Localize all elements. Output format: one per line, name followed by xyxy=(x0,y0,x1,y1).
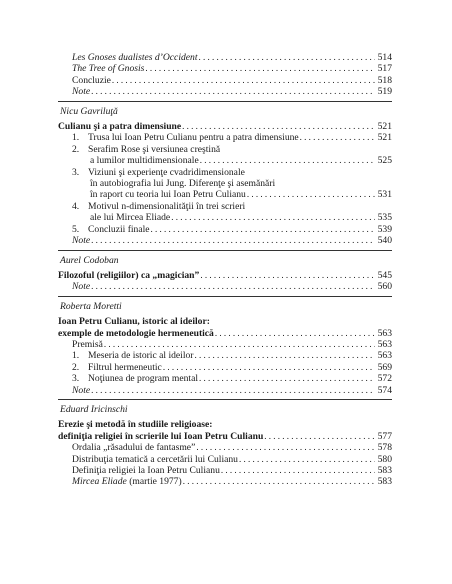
entry-title: Note xyxy=(72,86,91,98)
page-number: 572 xyxy=(377,373,392,385)
page-number: 563 xyxy=(377,338,392,350)
leader-dots xyxy=(182,121,375,132)
toc-section-iricinschi xyxy=(58,399,392,488)
toc-entry xyxy=(58,52,392,63)
page-number: 525 xyxy=(377,155,392,167)
notes-label: Note xyxy=(72,384,91,396)
leader-dots xyxy=(199,52,375,63)
item-number: 3. xyxy=(72,373,80,385)
toc-section-gavriluta xyxy=(58,101,392,247)
page-number: 583 xyxy=(377,476,392,488)
item-title: Motivul n-dimensionalităţii în trei scrieri xyxy=(88,200,246,212)
page-number: 540 xyxy=(377,235,392,247)
item-title-continued: în autobiografia lui Jung. Diferenţe şi asemănări xyxy=(90,178,276,190)
item-title-continued: ale lui Mircea Eliade xyxy=(90,212,171,224)
section-author: Aurel Codoban xyxy=(60,254,119,266)
top-entries xyxy=(58,52,392,98)
item-number: 5. xyxy=(72,223,80,235)
page-number: 517 xyxy=(377,63,392,75)
item-title: Meseria de istoric al ideilor xyxy=(88,350,194,362)
toc-entry xyxy=(58,454,392,465)
section-title-line xyxy=(58,419,392,430)
page-number: 514 xyxy=(377,52,392,63)
page-number: 545 xyxy=(377,269,392,281)
section-title: Ioan Petru Culianu, istoric al ideilor: xyxy=(58,316,210,328)
section-title-row xyxy=(58,121,392,132)
section-title-row xyxy=(58,431,392,442)
toc-entry xyxy=(58,189,392,200)
page-number: 521 xyxy=(377,132,392,144)
item-number: 2. xyxy=(72,361,80,373)
page-number: 569 xyxy=(377,361,392,373)
leader-dots xyxy=(91,86,375,97)
leader-dots xyxy=(300,132,375,143)
leader-dots xyxy=(200,155,375,166)
toc-entry xyxy=(58,63,392,74)
section-author: Roberta Moretti xyxy=(60,300,122,312)
page-number: 535 xyxy=(377,212,392,224)
entry-title: Mircea Eliade xyxy=(72,476,127,488)
item-number: 2. xyxy=(72,143,80,155)
toc-entry xyxy=(58,224,392,235)
leader-dots xyxy=(91,235,375,246)
leader-dots xyxy=(195,350,376,361)
toc-entry xyxy=(58,350,392,361)
section-title: Erezie şi metodă în studiile religioase: xyxy=(58,419,213,431)
section-title-row xyxy=(58,328,392,339)
entry-title-suffix: (martie 1977) xyxy=(126,476,182,488)
toc-section-codoban xyxy=(58,250,392,293)
leader-dots xyxy=(171,212,375,223)
toc-entry-line xyxy=(58,167,392,178)
leader-dots xyxy=(151,224,375,235)
section-title: Filozoful (religiilor) ca „magician” xyxy=(58,269,200,281)
premise-label: Premisă xyxy=(72,338,103,350)
item-title: Serafim Rose şi versiunea creştină xyxy=(88,143,221,155)
section-title-continued: definiţia religiei în scrierile lui Ioan Petru Culianu xyxy=(58,430,264,442)
page-number: 560 xyxy=(377,281,392,293)
page-number: 583 xyxy=(377,465,392,476)
item-title-continued: a lumilor multidimensionale xyxy=(90,155,199,167)
item-number: 1. xyxy=(72,132,80,144)
notes-label: Note xyxy=(72,235,91,247)
item-title: Noţiunea de program mental xyxy=(88,373,199,385)
page-number: 519 xyxy=(377,86,392,98)
toc-entry xyxy=(58,362,392,373)
leader-dots xyxy=(91,281,375,292)
toc-entry xyxy=(58,373,392,384)
item-title: Filtrul hermeneutic xyxy=(88,361,162,373)
page-number: 563 xyxy=(377,327,392,339)
entry-title: Definiţia religiei la Ioan Petru Culianu xyxy=(72,465,220,476)
page-number: 578 xyxy=(377,442,392,454)
section-title: Culianu şi a patra dimensiune xyxy=(58,121,182,133)
toc-entry xyxy=(58,155,392,166)
item-title: Concluzii finale xyxy=(88,223,150,235)
item-number: 1. xyxy=(72,350,80,362)
section-title-line xyxy=(58,316,392,327)
page-number: 521 xyxy=(377,121,392,133)
leader-dots xyxy=(247,189,375,200)
entry-title: Concluzie xyxy=(72,74,111,86)
toc-entry xyxy=(58,212,392,223)
leader-dots xyxy=(145,63,375,74)
leader-dots xyxy=(163,362,375,373)
section-author: Eduard Iricinschi xyxy=(60,403,128,415)
toc-entry xyxy=(58,442,392,453)
leader-dots xyxy=(199,373,375,384)
leader-dots xyxy=(239,454,375,465)
leader-dots xyxy=(104,339,375,350)
table-of-contents xyxy=(58,52,392,488)
toc-entry xyxy=(58,132,392,143)
item-title: Trusa lui Ioan Petru Culianu pentru a patra dimensiune xyxy=(88,132,299,144)
item-number: 4. xyxy=(72,200,80,212)
page-number: 580 xyxy=(377,453,392,465)
page-number: 577 xyxy=(377,430,392,442)
toc-entry-notes xyxy=(58,235,392,246)
entry-title: Distribuţia tematică a cercetării lui Culianu xyxy=(72,453,238,465)
page-number: 531 xyxy=(377,189,392,201)
item-title: Viziuni şi experienţe cvadridimensionale xyxy=(88,166,245,178)
toc-entry-line xyxy=(58,178,392,189)
notes-label: Note xyxy=(72,281,91,293)
toc-entry-line xyxy=(58,201,392,212)
entry-title: Les Gnoses dualistes d’Occident xyxy=(72,52,198,63)
section-title-row xyxy=(58,270,392,281)
page-number: 539 xyxy=(377,223,392,235)
item-title-continued: în raport cu teoria lui Ioan Petru Culianu xyxy=(90,189,246,201)
item-number: 3. xyxy=(72,166,80,178)
toc-entry-notes xyxy=(58,385,392,396)
leader-dots xyxy=(221,465,375,476)
toc-entry xyxy=(58,339,392,350)
toc-entry xyxy=(58,86,392,97)
toc-entry xyxy=(58,465,392,476)
toc-entry xyxy=(58,75,392,86)
toc-entry xyxy=(58,476,392,487)
leader-dots xyxy=(91,385,375,396)
section-title-continued: exemple de metodologie hermeneutică xyxy=(58,327,214,339)
entry-title: The Tree of Gnosis xyxy=(72,63,145,75)
leader-dots xyxy=(264,431,375,442)
section-author: Nicu Gavriluţă xyxy=(60,105,118,117)
page-number: 574 xyxy=(377,384,392,396)
leader-dots xyxy=(215,328,375,339)
leader-dots xyxy=(196,442,375,453)
page-number: 518 xyxy=(377,74,392,86)
toc-section-moretti xyxy=(58,296,392,396)
toc-entry-notes xyxy=(58,281,392,292)
entry-title: Ordalia „răsadului de fantasme” xyxy=(72,442,196,454)
page-number: 563 xyxy=(377,350,392,362)
leader-dots xyxy=(112,75,375,86)
leader-dots xyxy=(200,270,375,281)
leader-dots xyxy=(183,476,375,487)
toc-entry-line xyxy=(58,144,392,155)
